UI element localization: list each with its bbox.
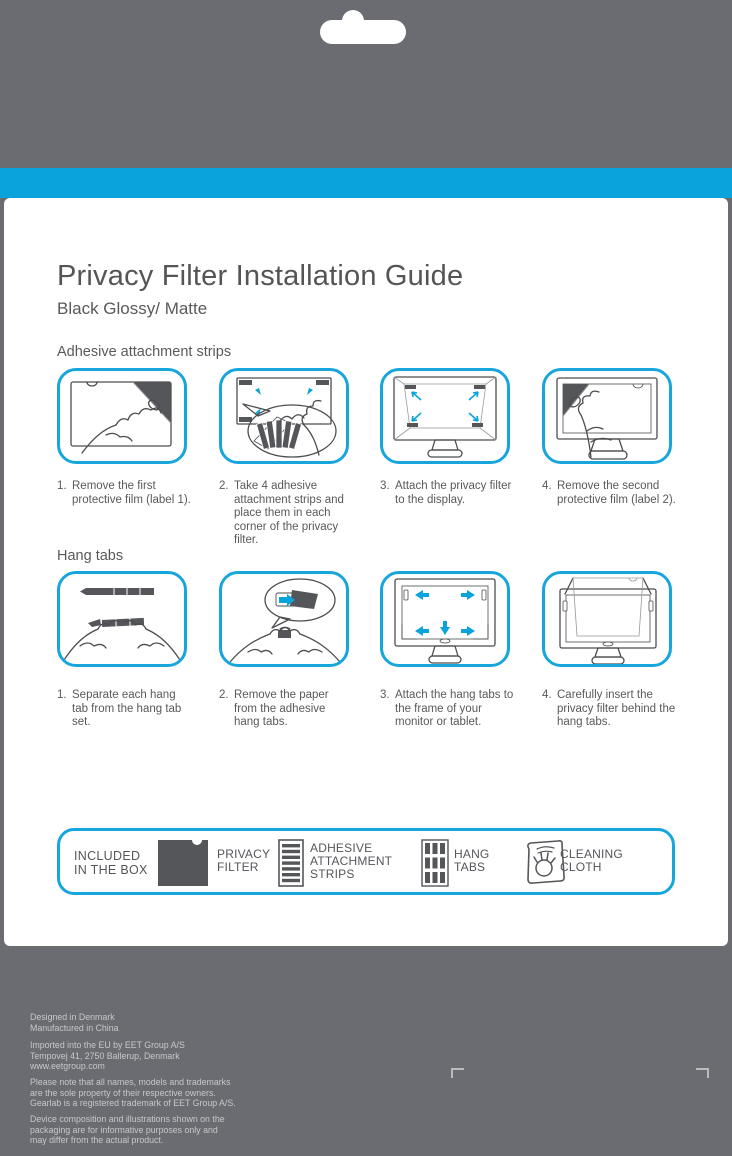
footer-trademark-text: Please note that all names, models and trademarks are the sole property of their respective owners. Gearlab is a registered trademark of EET Group A/S. — [30, 1077, 236, 1109]
attach-hang-tabs-illustration — [383, 574, 507, 664]
step-text: Remove the first protective film (label 1). — [72, 480, 191, 506]
included-in-box-bar — [57, 828, 675, 895]
step-text: Attach the privacy filter to the display. — [395, 480, 512, 506]
peel-first-film-illustration — [60, 371, 184, 461]
attach-filter-illustration — [383, 371, 507, 461]
step-number: 1. — [57, 480, 67, 492]
footer-importer-text: Imported into the EU by EET Group A/S Tempovej 41, 2750 Ballerup, Denmark www.eetgroup.com — [30, 1040, 185, 1072]
step-figure-place-strips — [219, 368, 349, 464]
registration-corner-mark-left — [451, 1068, 464, 1078]
step-caption — [380, 480, 514, 507]
peel-second-film-illustration — [545, 371, 669, 461]
step-figure-separate-hang-tab — [57, 571, 187, 667]
step-number: 3. — [380, 689, 390, 701]
section-label-adhesive-strips: Adhesive attachment strips — [57, 344, 232, 360]
adhesive-strips-icon — [278, 839, 304, 887]
step-number: 2. — [219, 689, 229, 701]
hang-hole-cutout — [320, 20, 406, 44]
step-number: 4. — [542, 689, 552, 701]
footer-origin-text: Designed in Denmark Manufactured in China — [30, 1012, 119, 1033]
step-text: Attach the hang tabs to the frame of your monitor or tablet. — [395, 689, 514, 728]
step-text: Remove the paper from the adhesive hang tabs. — [234, 689, 329, 728]
step-figure-attach-hang-tabs — [380, 571, 510, 667]
step-number: 3. — [380, 480, 390, 492]
included-item-label: HANG TABS — [454, 847, 490, 874]
hang-tabs-icon — [421, 839, 449, 887]
included-item-label: PRIVACY FILTER — [217, 847, 271, 874]
step-caption — [380, 689, 514, 730]
step-text: Take 4 adhesive attachment strips and place them in each corner of the privacy filter. — [234, 480, 344, 546]
step-figure-peel-first-film — [57, 368, 187, 464]
step-number: 2. — [219, 480, 229, 492]
page-subtitle: Black Glossy/ Matte — [57, 299, 208, 318]
step-caption — [219, 689, 353, 730]
step-number: 1. — [57, 689, 67, 701]
page-title: Privacy Filter Installation Guide — [57, 260, 464, 292]
step-text: Carefully insert the privacy filter behind the hang tabs. — [557, 689, 676, 728]
step-caption — [57, 689, 191, 730]
step-figure-peel-hang-tab-paper — [219, 571, 349, 667]
step-text: Separate each hang tab from the hang tab set. — [72, 689, 182, 728]
included-item-label: ADHESIVE ATTACHMENT STRIPS — [310, 841, 393, 881]
peel-hang-tab-paper-illustration — [222, 574, 346, 664]
insert-filter-illustration — [545, 574, 669, 664]
place-strips-illustration — [222, 371, 346, 461]
step-caption — [542, 689, 676, 730]
step-figure-insert-filter — [542, 571, 672, 667]
privacy-filter-icon — [157, 838, 209, 888]
step-text: Remove the second protective film (label 2). — [557, 480, 676, 506]
step-caption — [57, 480, 191, 507]
separate-hang-tab-illustration — [60, 574, 184, 664]
accent-stripe — [0, 168, 732, 198]
step-caption — [542, 480, 676, 507]
footer-disclaimer-text: Device composition and illustrations shown on the packaging are for informative purposes only and may differ from the actual product. — [30, 1114, 225, 1146]
step-figure-attach-filter — [380, 368, 510, 464]
registration-corner-mark-right — [696, 1068, 709, 1078]
step-number: 4. — [542, 480, 552, 492]
included-item-label: CLEANING CLOTH — [560, 847, 623, 874]
section-label-hang-tabs: Hang tabs — [57, 548, 124, 564]
step-caption — [219, 480, 353, 548]
step-figure-peel-second-film — [542, 368, 672, 464]
included-heading: INCLUDED IN THE BOX — [74, 849, 148, 877]
